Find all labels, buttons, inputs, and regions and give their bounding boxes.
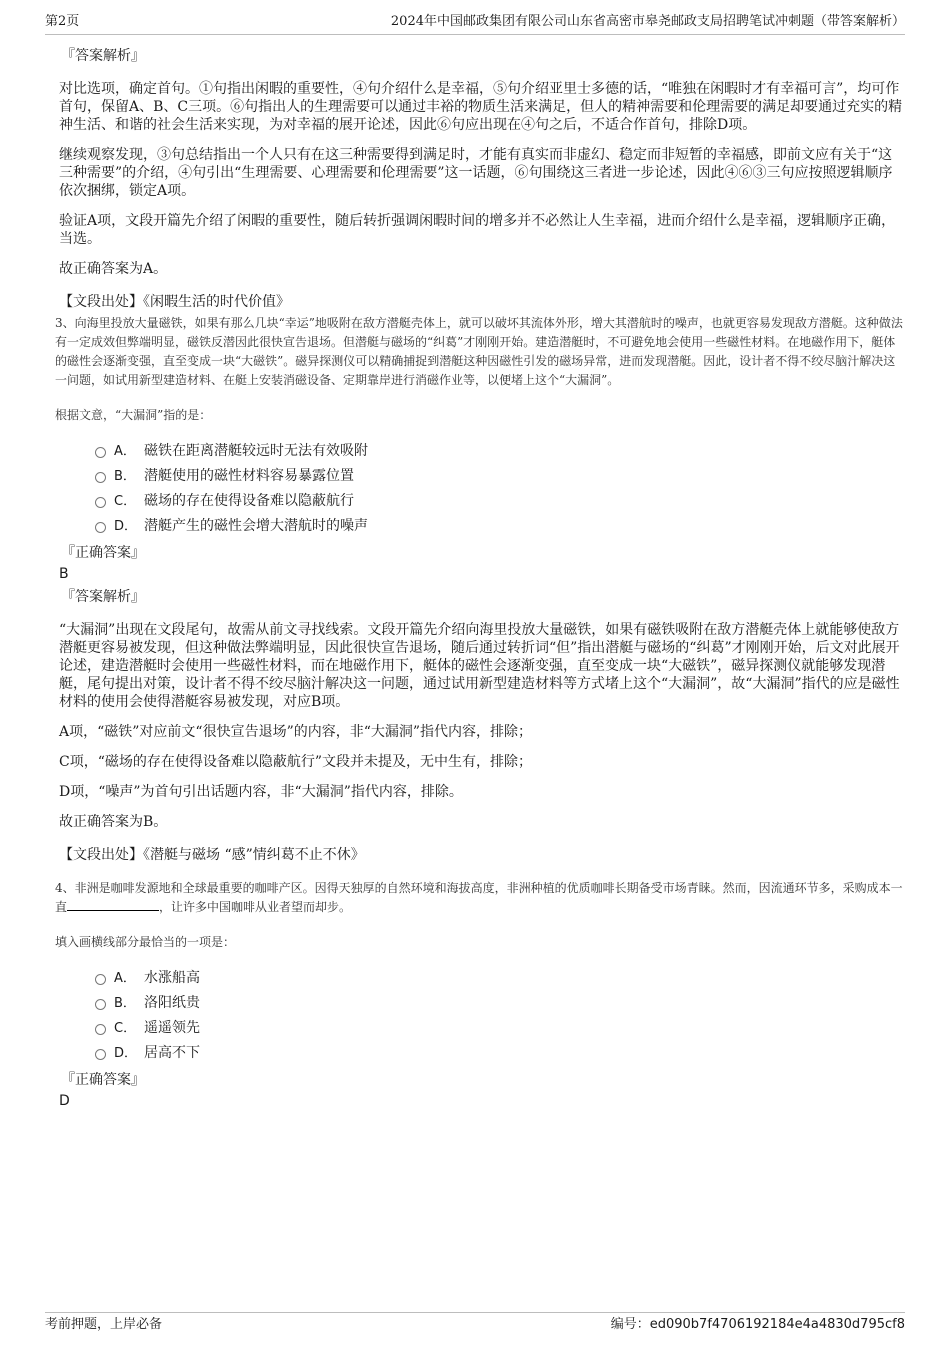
analysis-paragraph: 故正确答案为A。	[59, 261, 168, 277]
radio-icon[interactable]	[95, 472, 106, 483]
page-header	[45, 12, 905, 35]
correct-answer: D	[59, 1093, 70, 1109]
question-4-options	[95, 966, 905, 1066]
analysis-paragraph: 继续观察发现，③句总结指出一个人只有在这三种需要得到满足时，才能有真实而非虚幻、稳定而非短暂的幸福感，即前文应有关于“这三种需要”的介绍，④句引出“生理需要、心理需要和伦理需要”这一话题，⑥句围绕这三者进一步论述，因此④⑥③三句应按照逻辑顺序依次捆绑，锁定A项。	[59, 147, 893, 199]
fill-blank	[67, 899, 159, 911]
option-a[interactable]: A． 水涨船高	[95, 966, 905, 991]
question-3-text: 3、向海里投放大量磁铁，如果有那么几块“幸运”地吸附在敌方潜艇壳体上，就可以破坏其流体外形，增大其潜航时的噪声，也就更容易发现敌方潜艇。这种做法有一定成效但弊端明显，磁铁反潜因此很快宣告退场。但潜艇与磁场的“纠葛”才刚刚开始。建造潜艇时，不可避免地会使用一些磁性材料。在地磁作用下，艇体的磁性会逐渐变强，直至变成一块“大磁铁”。磁异探测仪可以精确捕捉到潜艇这种因磁性引发的磁场异常，进而发现潜艇。因此，设计者不得不绞尽脑汁解决这一问题，如试用新型建造材料、在艇上安装消磁设备、定期靠岸进行消磁作业等，以便堵上这个“大漏洞”。	[55, 316, 903, 387]
option-d[interactable]: D． 潜艇产生的磁性会增大潜航时的噪声	[95, 514, 905, 539]
analysis-paragraph: 验证A项，文段开篇先介绍了闲暇的重要性，随后转折强调闲暇时间的增多并不必然让人生幸福，进而介绍什么是幸福，逻辑顺序正确，当选。	[59, 213, 896, 247]
option-d[interactable]: D． 居高不下	[95, 1041, 905, 1066]
analysis-paragraph: D项，“噪声”为首句引出话题内容，非“大漏洞”指代内容，排除。	[59, 784, 463, 800]
question-4-text: 4、非洲是咖啡发源地和全球最重要的咖啡产区。因得天独厚的自然环境和海拔高度，非洲种植的优质咖啡长期备受市场青睐。然而，因流通环节多，采购成本一直 ，让许多中国咖啡从业者望而却步。	[55, 881, 903, 914]
radio-icon[interactable]	[95, 497, 106, 508]
analysis-paragraph: A项，“磁铁”对应前文“很快宣告退场”的内容，非“大漏洞”指代内容，排除；	[59, 724, 533, 740]
question-3-prompt: 根据文意，“大漏洞”指的是：	[55, 408, 212, 422]
radio-icon[interactable]	[95, 447, 106, 458]
correct-answer: B	[59, 566, 69, 582]
option-b[interactable]: B． 潜艇使用的磁性材料容易暴露位置	[95, 464, 905, 489]
page-footer	[45, 1312, 905, 1332]
analysis-paragraph: C项，“磁场的存在使得设备难以隐蔽航行”文段并未提及，无中生有，排除；	[59, 754, 533, 770]
document-title: 2024年中国邮政集团有限公司山东省高密市皋尧邮政支局招聘笔试冲刺题（带答案解析）	[390, 14, 905, 29]
radio-icon[interactable]	[95, 999, 106, 1010]
page-number: 第2页	[45, 14, 80, 29]
correct-answer-label: 『正确答案』	[61, 1072, 145, 1088]
radio-icon[interactable]	[95, 522, 106, 533]
analysis-label: 『答案解析』	[61, 589, 145, 605]
analysis-paragraph: 故正确答案为B。	[59, 814, 168, 830]
analysis-paragraph: 对比选项，确定首句。①句指出闲暇的重要性，④句介绍什么是幸福，⑤句介绍亚里士多德的话，“唯独在闲暇时才有幸福可言”，均可作首句，保留A、B、C三项。⑥句指出人的生理需要可以通过丰裕的物质生活来满足，但人的精神需要和伦理需要的满足却要通过充实的精神生活、和谐的社会生活来实现，为对幸福的展开论述，因此⑥句应出现在④句之后，不适合作首句，排除D项。	[59, 81, 903, 133]
correct-answer-label: 『正确答案』	[61, 545, 145, 561]
analysis-label: 『答案解析』	[61, 48, 145, 64]
option-a[interactable]: A． 磁铁在距离潜艇较远时无法有效吸附	[95, 439, 905, 464]
text-source: 【文段出处】《闲暇生活的时代价值》	[59, 294, 290, 310]
footer-slogan: 考前押题，上岸必备	[45, 1317, 163, 1332]
option-c[interactable]: C． 遥遥领先	[95, 1016, 905, 1041]
analysis-paragraph: “大漏洞”出现在文段尾句，故需从前文寻找线索。文段开篇先介绍向海里投放大量磁铁，如果有磁铁吸附在敌方潜艇壳体上就能够使敌方潜艇更容易被发现，但这种做法弊端明显，因此很快宣告退场，随后通过转折词“但”指出潜艇与磁场的“纠葛”才刚刚开始，后文对此展开论述，建造潜艇时会使用一些磁性材料，而在地磁作用下，艇体的磁性会逐渐变强，直至变成一块“大磁铁”，磁异探测仪就能够发现潜艇，尾句提出对策，设计者不得不绞尽脑汁解决这一问题，通过试用新型建造材料等方式堵上这个“大漏洞”，故“大漏洞”指代的应是磁性材料的使用会使得潜艇容易被发现，对应B项。	[59, 622, 900, 710]
text-source: 【文段出处】《潜艇与磁场 “感”情纠葛不止不休》	[59, 847, 365, 863]
option-c[interactable]: C． 磁场的存在使得设备难以隐蔽航行	[95, 489, 905, 514]
radio-icon[interactable]	[95, 1049, 106, 1060]
document-code: 编号：ed090b7f4706192184e4a4830d795cf8	[610, 1317, 905, 1332]
question-3-options	[95, 439, 905, 539]
radio-icon[interactable]	[95, 1024, 106, 1035]
question-4-prompt: 填入画横线部分最恰当的一项是：	[55, 935, 236, 949]
option-b[interactable]: B． 洛阳纸贵	[95, 991, 905, 1016]
radio-icon[interactable]	[95, 974, 106, 985]
page-content	[55, 42, 905, 1110]
